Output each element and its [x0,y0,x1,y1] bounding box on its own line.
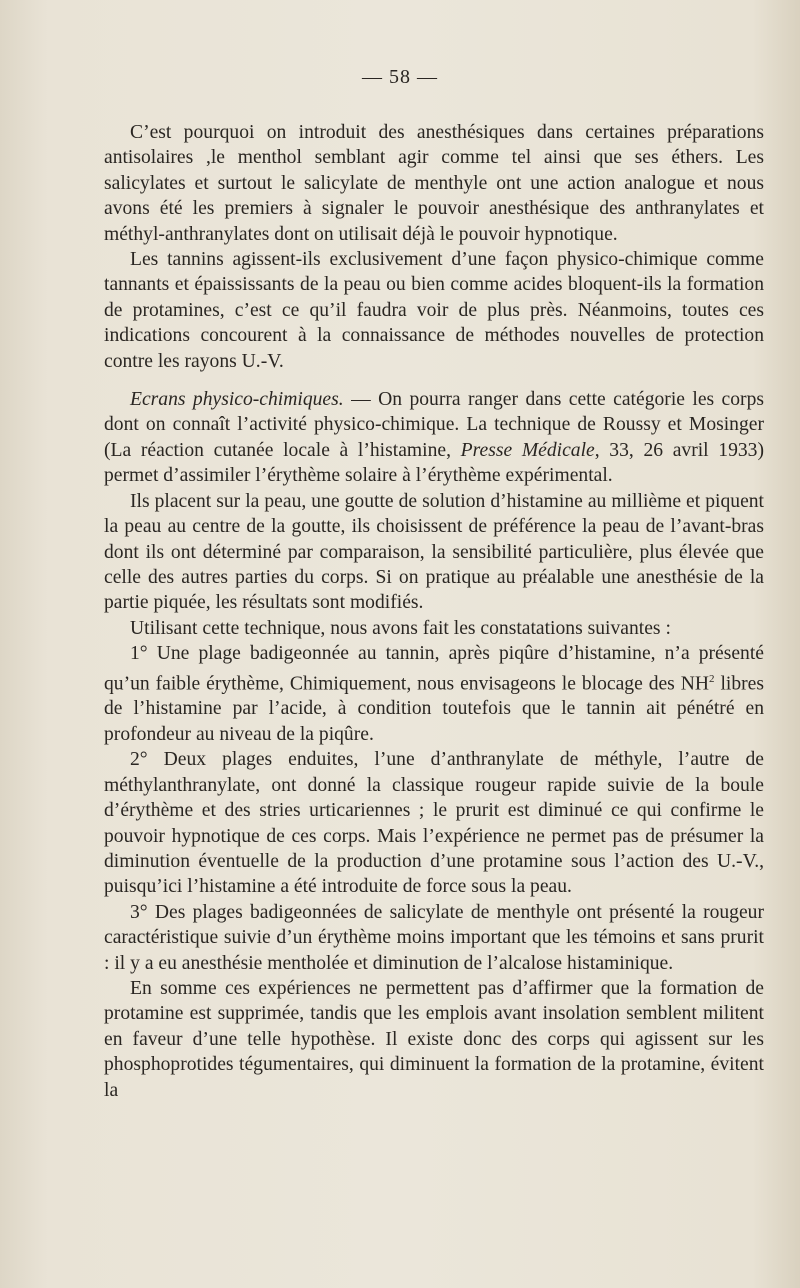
paragraph-conclusion: En somme ces expériences ne permettent pas d’affirmer que la formation de protamine est supprimée, tandis que les emplois avant insolation semblent militent en faveur d’une telle hypothèse. Il existe donc des corps qui agissent sur les phosphoprotides tégumentaires, qui diminuent la formation de la protamine, évitent la [104,977,764,1101]
superscript: 2 [709,672,715,685]
paragraph-text: libres de l’histamine par l’acide, à condition toutefois que le tannin ait pénétré en profondeur au niveau de la piqûre. [104,673,764,745]
paragraph-text: , 33, 26 avril 1933) permet d’assimiler l’érythème solaire à l’érythème expérimental. [104,439,764,487]
paragraph-anesthetics: C’est pourquoi on introduit des anesthésiques dans certaines préparations antisolaires ,le menthol semblant agir comme tel ainsi que ses éthers. Les salicylates et surtout le salicylate de menthyle ont une action analogue et nous avons été les premiers à signaler le pouvoir anesthésique des anthranylates et méthyl-anthranylates dont on utilisait déjà le pouvoir hypnotique. [104,122,764,245]
paragraph-observation-2: 2° Deux plages enduites, l’une d’anthranylate de méthyle, l’autre de méthylanthranylate, ont donné la classique rougeur rapide suivie de la boule d’érythème et des stries urticariennes ; le prurit est diminué ce qui confirme le pouvoir hypnotique de ces corps. Mais l’expérience ne permet pas de présumer la diminution éventuelle de la production d’une protamine sous l’action des U.-V., puisqu’ici l’histamine a été introduite de force sous la peau. [104,749,764,898]
paragraph-ecrans-physico-chimiques [104,387,764,489]
paragraph-constatations: Utilisant cette technique, nous avons fait les constatations suivantes : [130,617,671,639]
body-text [104,120,764,1103]
paragraph-observation-1 [104,641,764,747]
paragraph-text: 1° Une plage badigeonnée au tannin, après piqûre d’histamine, n’a présenté qu’un faible érythème, Chimiquement, nous envisageons le blocage des NH [104,643,764,695]
section-heading: Ecrans physico-chimiques. [130,389,344,411]
paragraph-histamine-technique: Ils placent sur la peau, une goutte de solution d’histamine au millième et piquent la peau au centre de la goutte, ils choisissent de préférence la peau de l’avant-bras dont ils ont déterminé par comparaison, la sensibilité particulière, plus élevée que celle des autres parties du corps. Si on pratique au préalable une anesthésie de la partie piquée, les résultats sont modifiés. [104,490,764,614]
journal-title: Presse Médicale [460,439,595,461]
paragraph-text: — On pourra ranger dans cette catégorie les corps dont on connaît l’activité physico-chimique. La technique de Roussy et Mosinger (La réaction cutanée locale à l’histamine, [104,389,764,461]
paragraph-observation-3: 3° Des plages badigeonnées de salicylate de menthyle ont présenté la rougeur caractéristique suivie d’un érythème moins important que les témoins et sans prurit : il y a eu anesthésie mentholée et diminution de l’alcalose histaminique. [104,901,764,974]
page-number: — 58 — [362,66,438,88]
paragraph-tannins: Les tannins agissent-ils exclusivement d’une façon physico-chimique comme tannants et épaississants de la peau ou bien comme acides bloquent-ils la formation de protamines, c’est ce qu’il faudra voir de plus près. Néanmoins, toutes ces indications concourent à la connaissance de méthodes nouvelles de protection contre les rayons U.-V. [104,249,764,372]
